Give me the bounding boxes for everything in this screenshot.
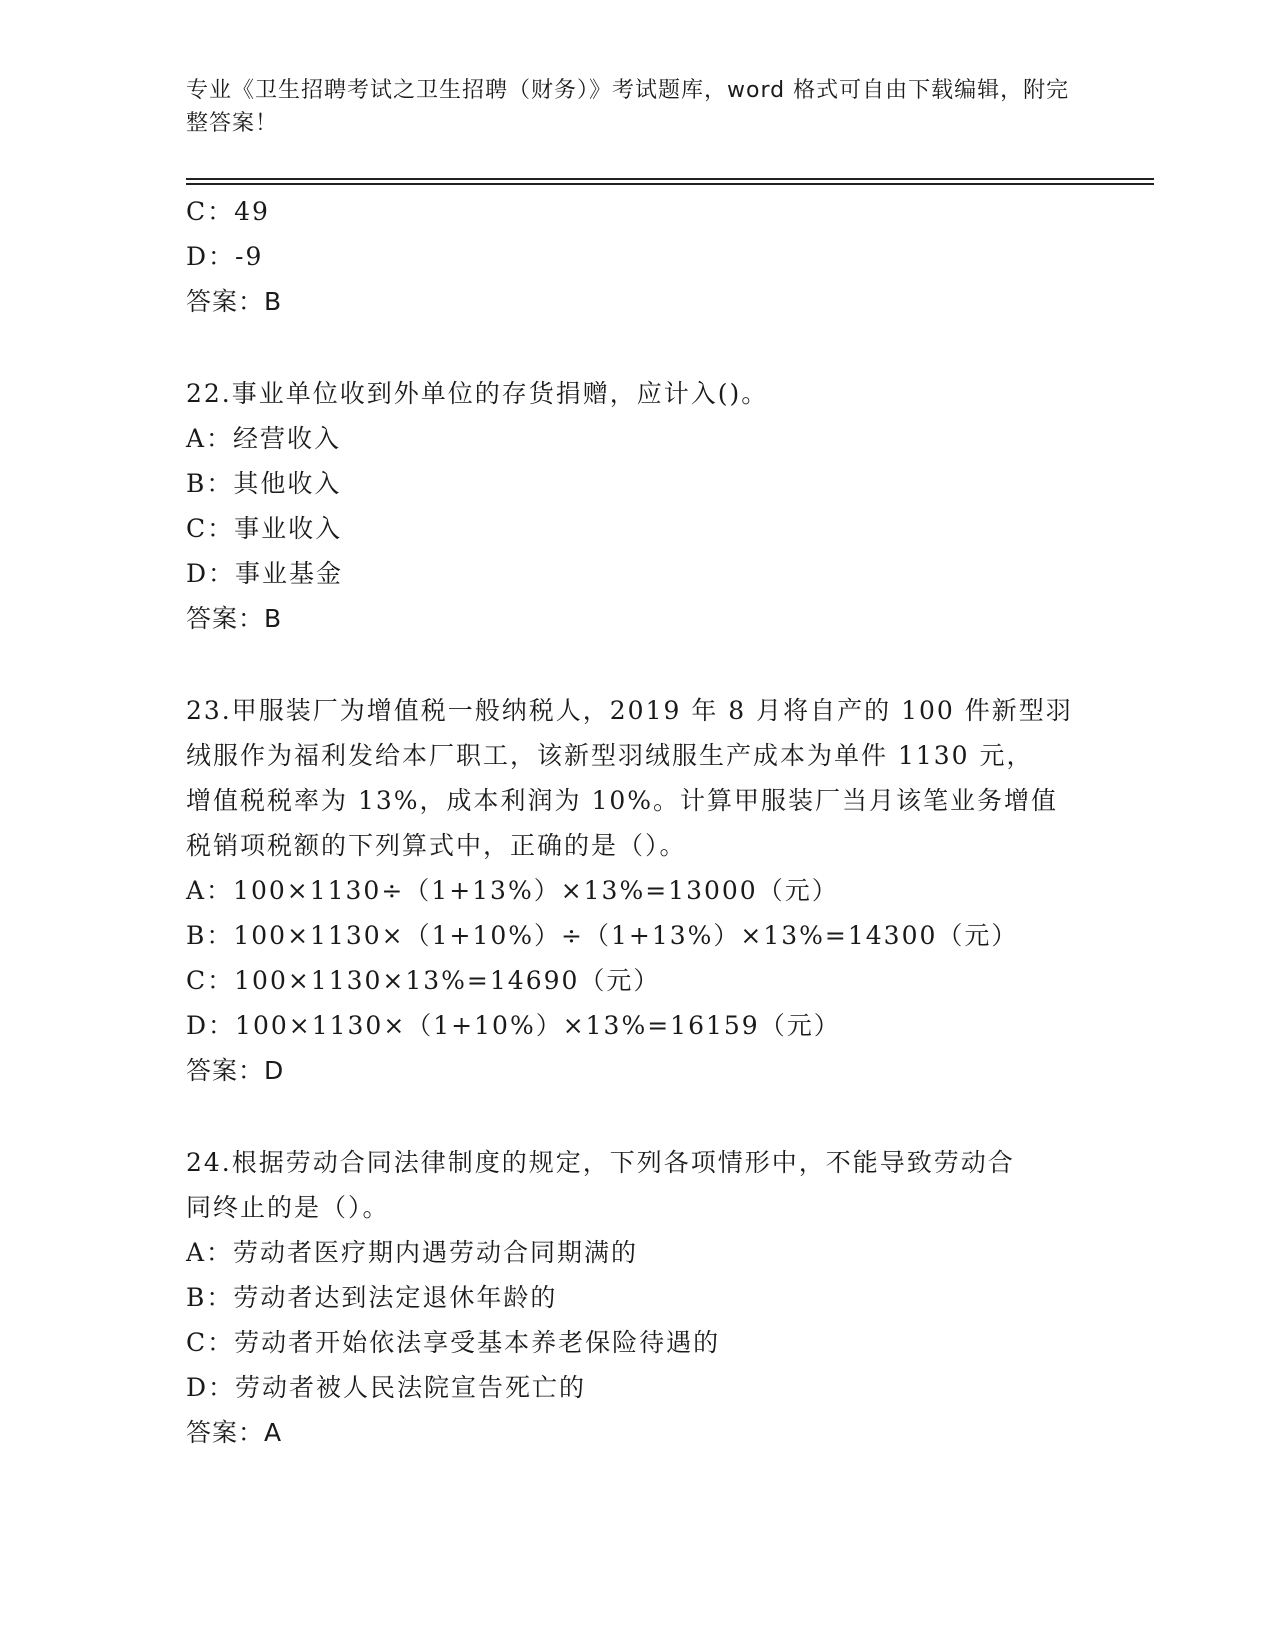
question-24 xyxy=(186,1140,1086,1456)
option-c: C：49 xyxy=(186,197,270,226)
question-stem-line: 增值税税率为 13%，成本利润为 10%。计算甲服装厂当月该笔业务增值 xyxy=(186,786,1059,815)
option-d: D：-9 xyxy=(186,242,264,271)
question-stem-line: 同终止的是（）。 xyxy=(186,1193,390,1222)
question-22 xyxy=(186,371,1086,642)
option-c: C：100×1130×13%=14690（元） xyxy=(186,966,661,995)
question-21-tail xyxy=(186,189,1086,325)
option-c: C：劳动者开始依法享受基本养老保险待遇的 xyxy=(186,1328,721,1357)
option-b: B：100×1130×（1+10%）÷（1+13%）×13%=14300（元） xyxy=(186,921,1019,950)
option-d: D：事业基金 xyxy=(186,559,344,588)
option-d: D：100×1130×（1+10%）×13%=16159（元） xyxy=(186,1011,841,1040)
option-a: A：100×1130÷（1+13%）×13%=13000（元） xyxy=(186,876,839,905)
question-stem-line: 24.根据劳动合同法律制度的规定，下列各项情形中，不能导致劳动合 xyxy=(186,1148,1015,1177)
question-stem-line: 税销项税额的下列算式中，正确的是（）。 xyxy=(186,831,687,860)
option-d: D：劳动者被人民法院宣告死亡的 xyxy=(186,1373,587,1402)
question-stem: 22.事业单位收到外单位的存货捐赠，应计入()。 xyxy=(186,379,769,408)
option-b: B：劳动者达到法定退休年龄的 xyxy=(186,1283,558,1312)
question-list xyxy=(186,189,1086,1456)
option-c: C：事业收入 xyxy=(186,514,343,543)
question-stem-line: 绒服作为福利发给本厂职工，该新型羽绒服生产成本为单件 1130 元， xyxy=(186,741,1034,770)
answer-line: 答案：A xyxy=(186,1418,283,1447)
answer-line: 答案：B xyxy=(186,287,283,316)
answer-line: 答案：D xyxy=(186,1056,285,1085)
question-23 xyxy=(186,688,1086,1094)
option-a: A：经营收入 xyxy=(186,424,342,453)
document-header: 专业《卫生招聘考试之卫生招聘（财务）》考试题库，word 格式可自由下载编辑，附完整答案！ xyxy=(186,78,1070,136)
option-b: B：其他收入 xyxy=(186,469,342,498)
option-a: A：劳动者医疗期内遇劳动合同期满的 xyxy=(186,1238,639,1267)
answer-line: 答案：B xyxy=(186,604,283,633)
header-divider-bottom xyxy=(186,183,1154,185)
header-divider-top xyxy=(186,178,1154,180)
question-stem-line: 23.甲服装厂为增值税一般纳税人，2019 年 8 月将自产的 100 件新型羽 xyxy=(186,696,1073,725)
